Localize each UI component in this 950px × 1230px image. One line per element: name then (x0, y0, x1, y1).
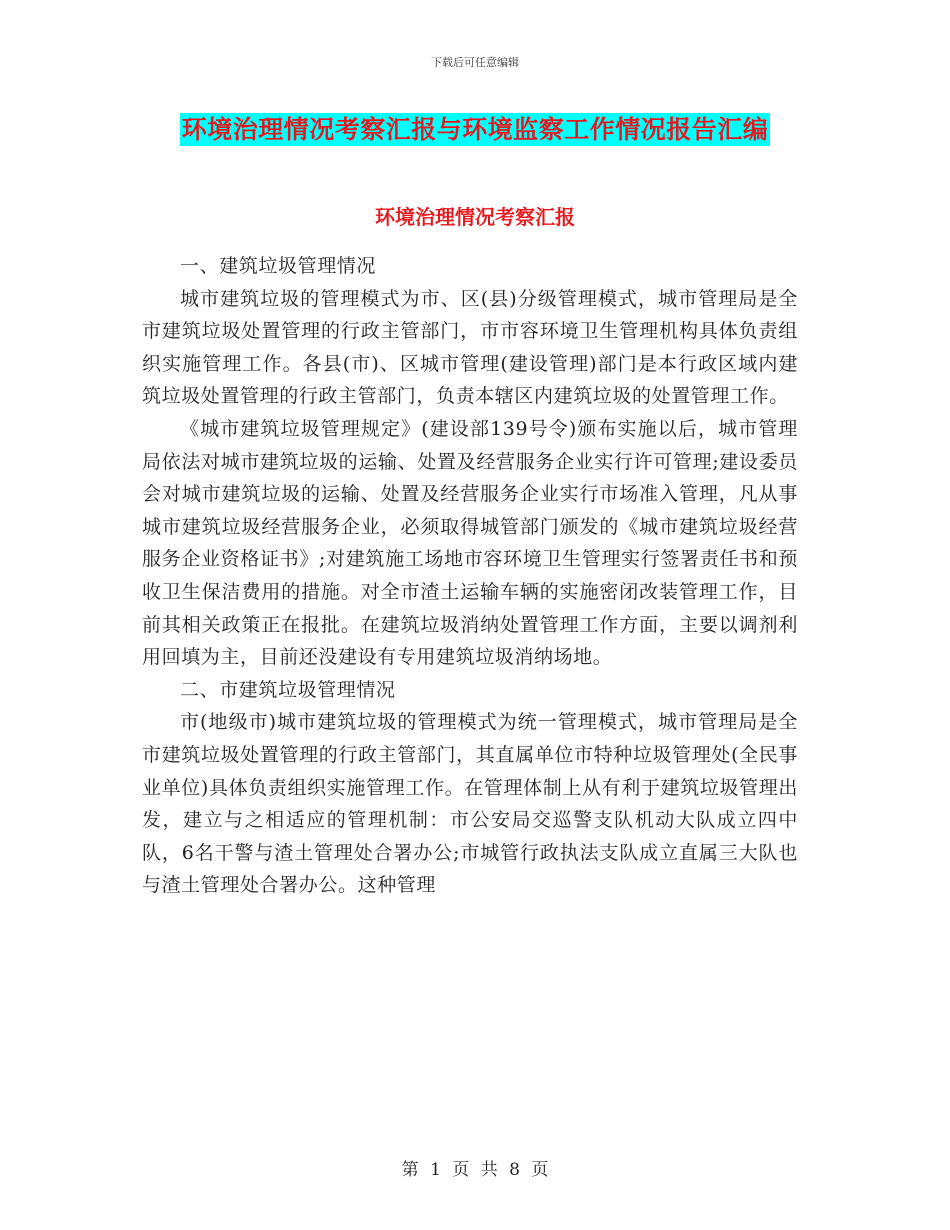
page-number: 第 1 页 共 8 页 (401, 1160, 549, 1180)
section-title: 环境治理情况考察汇报 (375, 205, 575, 229)
body-paragraph: 《城市建筑垃圾管理规定》(建设部139号令)颁布实施以后，城市管理局依法对城市建筑垃圾的运输、处置及经营服务企业实行许可管理;建设委员会对城市建筑垃圾的运输、处置及经营服务企业实行市场准入管理，凡从事城市建筑垃圾经营服务企业，必须取得城管部门颁发的《城市建筑垃圾经营服务企业资格证书》;对建筑施工场地市容环境卫生管理实行签署责任书和预收卫生保洁费用的措施。对全市渣土运输车辆的实施密闭改装管理工作，目前其相关政策正在报批。在建筑垃圾消纳处置管理工作方面，主要以调剂利用回填为主，目前还没建设有专用建筑垃圾消纳场地。 (142, 417, 798, 669)
heading-city-construction-waste: 二、市建筑垃圾管理情况 (180, 678, 396, 701)
document-title (0, 113, 950, 146)
body-paragraph: 市(地级市)城市建筑垃圾的管理模式为统一管理模式，城市管理局是全市建筑垃圾处置管理的行政主管部门，其直属单位市特种垃圾管理处(全民事业单位)具体负责组织实施管理工作。在管理体制上从有利于建筑垃圾管理出发，建立与之相适应的管理机制：市公安局交巡警支队机动大队成立四中队，6名干警与渣土管理处合署办公;市城管行政执法支队成立直属三大队也与渣土管理处合署办公。这种管理 (142, 711, 798, 897)
body-paragraph: 城市建筑垃圾的管理模式为市、区(县)分级管理模式，城市管理局是全市建筑垃圾处置管理的行政主管部门，市市容环境卫生管理机构具体负责组织实施管理工作。各县(市)、区城市管理(建设管理)部门是本行政区域内建筑垃圾处置管理的行政主管部门，负责本辖区内建筑垃圾的处置管理工作。 (142, 287, 798, 408)
heading-construction-waste: 一、建筑垃圾管理情况 (180, 255, 377, 277)
header-note: 下载后可任意编辑 (431, 56, 519, 69)
document-body (142, 250, 798, 902)
document-title-text: 环境治理情况考察汇报与环境监察工作情况报告汇编 (181, 115, 769, 144)
